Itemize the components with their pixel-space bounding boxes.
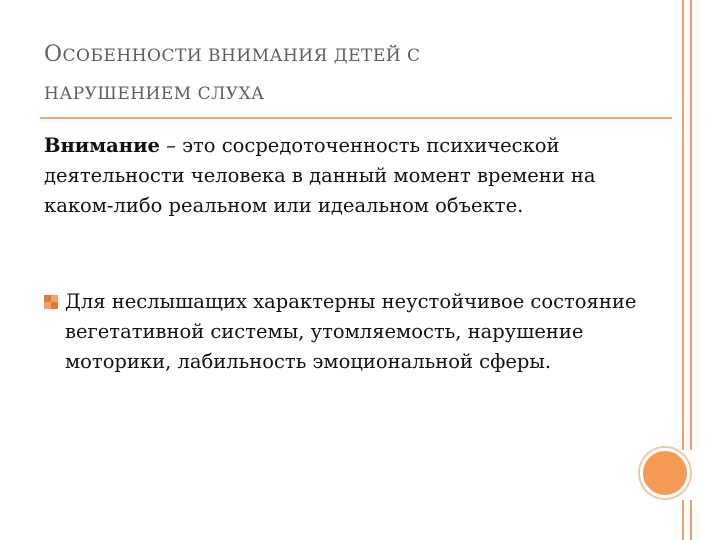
bullet-text: Для неслышащих характерны неустойчивое состояние вегетативной системы, утомляемость, нарушение моторики, лабильность эмоциональной сферы. <box>65 290 637 373</box>
definition-paragraph <box>44 131 634 221</box>
title-initial-letter: О <box>44 42 63 67</box>
right-border-line-outer-lower <box>682 500 684 540</box>
decorative-circle <box>640 448 690 498</box>
definition-text: – это сосредоточенность психической деятельности человека в данный момент времени на каком-либо реальном или идеальном объекте. <box>44 134 596 217</box>
title-line-1 <box>44 42 604 69</box>
right-border-line-outer <box>682 0 684 450</box>
definition-term: Внимание <box>44 134 160 157</box>
slide-title <box>44 42 604 107</box>
right-border-line-inner-lower <box>690 500 692 540</box>
title-divider <box>40 117 672 119</box>
right-border-line-inner <box>690 0 692 450</box>
bullet-item <box>44 287 644 377</box>
title-line-1-rest: СОБЕННОСТИ ВНИМАНИЯ ДЕТЕЙ С <box>62 46 421 66</box>
checkerboard-square-icon <box>44 295 58 309</box>
title-line-2: НАРУШЕНИЕМ СЛУХА <box>44 84 265 104</box>
